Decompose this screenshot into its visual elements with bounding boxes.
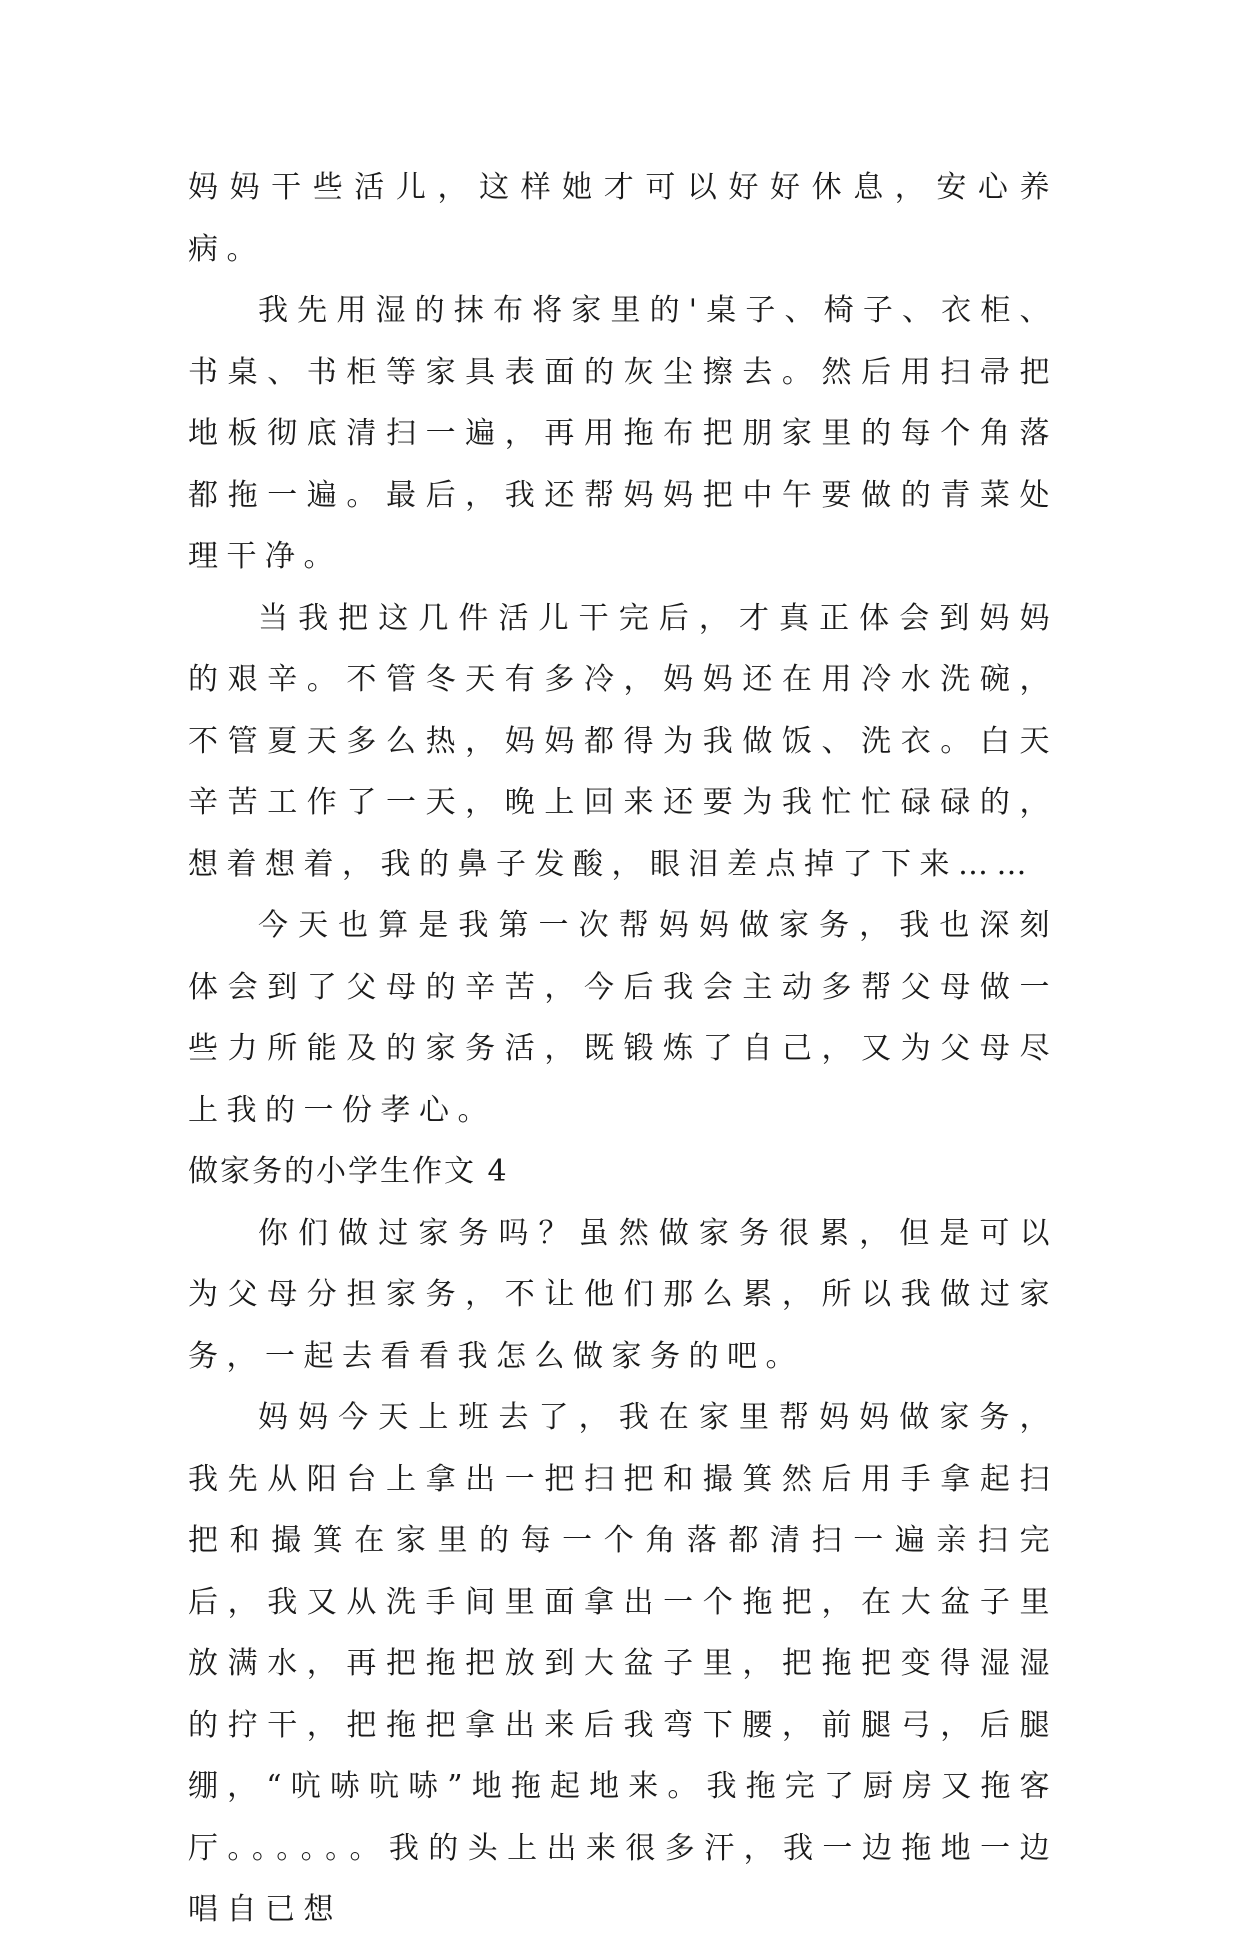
paragraph-4: 今天也算是我第一次帮妈妈做家务，我也深刻体会到了父母的辛苦，今后我会主动多帮父母做一些力所能及的家务活，既锻炼了自己，又为父母尽上我的一份孝心。 xyxy=(188,908,1058,1128)
document-body xyxy=(188,157,1058,1941)
paragraph-5: 你们做过家务吗？虽然做家务很累，但是可以为父母分担家务，不让他们那么累，所以我做过家务，一起去看看我怎么做家务的吧。 xyxy=(188,1215,1058,1374)
paragraph-2: 我先用湿的抹布将家里的'桌子、椅子、衣柜、书桌、书柜等家具表面的灰尘擦去。然后用扫帚把地板彻底清扫一遍，再用拖布把朋家里的每个角落都拖一遍。最后，我还帮妈妈把中午要做的青菜处理干净。 xyxy=(188,293,1058,574)
paragraph-1: 妈妈干些活儿，这样她才可以好好休息，安心养病。 xyxy=(188,170,1058,267)
paragraph-3: 当我把这几件活儿干完后，才真正体会到妈妈的艰辛。不管冬天有多冷，妈妈还在用冷水洗碗，不管夏天多么热，妈妈都得为我做饭、洗衣。白天辛苦工作了一天，晚上回来还要为我忙忙碌碌的，想着想着，我的鼻子发酸，眼泪差点掉了下来…… xyxy=(188,600,1058,882)
paragraph-6: 妈妈今天上班去了，我在家里帮妈妈做家务，我先从阳台上拿出一把扫把和撮箕然后用手拿起扫把和撮箕在家里的每一个角落都清扫一遍亲扫完后，我又从洗手间里面拿出一个拖把，在大盆子里放满水，再把拖把放到大盆子里，把拖把变得湿湿的拧干，把拖把拿出来后我弯下腰，前腿弓，后腿绷，“吭哧吭哧”地拖起地来。我拖完了厨房又拖客厅。。。。。。我的头上出来很多汗，我一边拖地一边唱自已想 xyxy=(188,1400,1058,1927)
section-heading: 做家务的小学生作文 4 xyxy=(188,1154,509,1189)
